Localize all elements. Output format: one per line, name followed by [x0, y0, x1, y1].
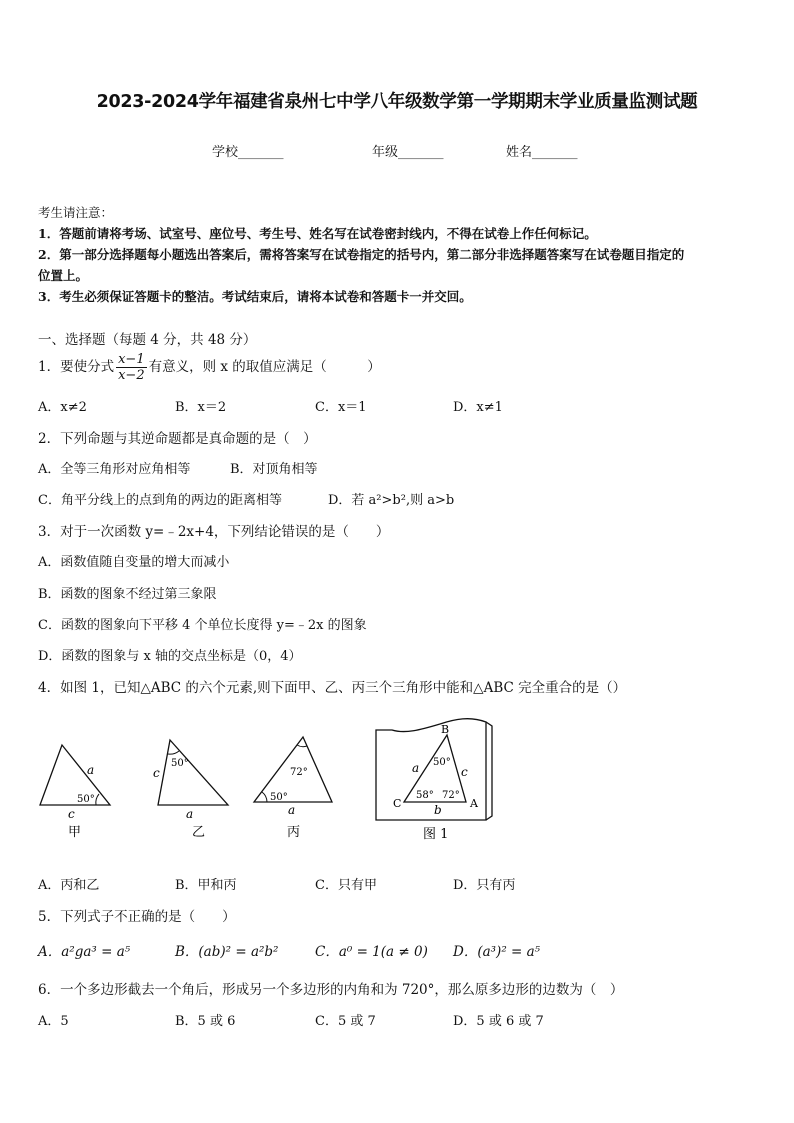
figure-1 [376, 719, 492, 842]
q2-option-b[interactable]: B．对顶角相等 [230, 462, 318, 477]
yi-angle: 50° [171, 758, 189, 769]
q3-option-d[interactable]: D．函数的图象与 x 轴的交点坐标是（0，4） [38, 649, 302, 664]
q6-option-a[interactable]: A．5 [38, 1014, 69, 1029]
jia-side-c: c [68, 807, 75, 821]
fig1-angle-b: 50° [433, 757, 451, 768]
jia-side-a: a [87, 763, 95, 777]
notice-num-3: 3． [38, 289, 60, 304]
bing-side-a: a [288, 803, 296, 817]
notice-num-1: 1． [38, 226, 60, 241]
triangle-yi [153, 740, 228, 840]
notice-item-2-cont [38, 266, 88, 284]
fig1-side-a: a [412, 761, 420, 775]
notice-item-2 [38, 245, 684, 263]
fig1-side-b: b [434, 803, 442, 817]
bing-label: 丙 [287, 825, 301, 840]
q5-option-b[interactable]: B．(ab)² = a²b² [175, 944, 279, 960]
question-2: 2．下列命题与其逆命题都是真命题的是（ ） [38, 431, 317, 447]
bing-angle-top: 72° [290, 767, 308, 778]
q6-option-b[interactable]: B．5 或 6 [175, 1014, 236, 1029]
q1-option-b[interactable]: B．x＝2 [175, 400, 227, 415]
section-heading: 一、选择题（每题 4 分，共 48 分） [38, 332, 257, 348]
q1-option-a[interactable]: A．x≠2 [38, 400, 87, 415]
q4-figures [0, 710, 794, 850]
question-5: 5．下列式子不正确的是（ ） [38, 909, 236, 925]
q1-prefix: 1．要使分式 [38, 359, 115, 375]
question-4: 4．如图 1，已知△ABC 的六个元素,则下面甲、乙、丙三个三角形中能和△ABC 完全重合的是（） [38, 680, 627, 696]
yi-label: 乙 [192, 825, 206, 840]
q4-option-c[interactable]: C．只有甲 [315, 878, 377, 893]
notice-num-2: 2． [38, 247, 60, 262]
notice-text-2b: 位置上。 [38, 268, 89, 283]
q1-suffix: 有意义，则 x 的取值应满足（ ） [148, 359, 381, 375]
q2-option-d[interactable]: D．若 a²>b²,则 a>b [328, 493, 455, 508]
fig1-angle-c: 58° [416, 790, 434, 801]
jia-label: 甲 [68, 825, 82, 840]
question-3: 3．对于一次函数 y=﹣2x+4，下列结论错误的是（ ） [38, 524, 390, 540]
fig1-vertex-b: B [441, 723, 450, 736]
fig1-vertex-a: A [470, 797, 478, 810]
notice-text-3: 考生必须保证答题卡的整洁。考试结束后，请将本试卷和答题卡一并交回。 [59, 289, 472, 304]
q3-option-a[interactable]: A．函数值随自变量的增大而减小 [38, 555, 230, 570]
page-title: 2023-2024学年福建省泉州七中学八年级数学第一学期期末学业质量监测试题 [96, 92, 698, 112]
triangle-bing [254, 737, 332, 840]
q6-option-d[interactable]: D．5 或 6 或 7 [453, 1014, 544, 1029]
notice-text-2a: 第一部分选择题每小题选出答案后，需将答案写在试卷指定的括号内，第二部分非选择题答案写在试卷题目指定的 [59, 247, 685, 262]
bing-angle-left: 50° [270, 792, 288, 803]
q1-option-c[interactable]: C．x＝1 [315, 400, 367, 415]
q3-option-b[interactable]: B．函数的图象不经过第三象限 [38, 587, 217, 602]
notice-heading: 考生请注意： [38, 205, 114, 220]
q5-option-d[interactable]: D．(a³)² = a⁵ [453, 944, 541, 960]
q3-option-c[interactable]: C．函数的图象向下平移 4 个单位长度得 y=﹣2x 的图象 [38, 618, 367, 633]
q1-numerator: x−1 [118, 352, 145, 367]
q4-option-b[interactable]: B．甲和丙 [175, 878, 237, 893]
yi-side-a: a [186, 807, 194, 821]
grade-field[interactable]: 年级_______ [372, 145, 444, 160]
fig1-side-c: c [461, 765, 468, 779]
q1-denominator: x−2 [118, 368, 145, 383]
q5-option-c[interactable]: C．a⁰ = 1(a ≠ 0) [315, 944, 428, 960]
q6-option-c[interactable]: C．5 或 7 [315, 1014, 376, 1029]
question-1 [38, 352, 381, 383]
triangle-jia [40, 745, 110, 840]
q4-option-d[interactable]: D．只有丙 [453, 878, 516, 893]
school-field[interactable]: 学校_______ [212, 145, 284, 160]
question-6: 6．一个多边形截去一个角后，形成另一个多边形的内角和为 720°，那么原多边形的边数为（ ） [38, 982, 624, 998]
notice-text-1: 答题前请将考场、试室号、座位号、考生号、姓名写在试卷密封线内，不得在试卷上作任何标记。 [59, 226, 597, 241]
q5-option-a[interactable]: A．a²ga³ = a⁵ [38, 944, 131, 960]
yi-side-c: c [153, 766, 160, 780]
name-field[interactable]: 姓名_______ [506, 145, 578, 160]
q1-option-d[interactable]: D．x≠1 [453, 400, 503, 415]
fig1-vertex-c: C [393, 797, 402, 810]
q4-option-a[interactable]: A．丙和乙 [38, 878, 100, 893]
q2-option-a[interactable]: A．全等三角形对应角相等 [38, 462, 191, 477]
fig1-angle-a: 72° [442, 790, 460, 801]
q2-option-c[interactable]: C．角平分线上的点到角的两边的距离相等 [38, 493, 282, 508]
notice-item-3 [38, 287, 472, 305]
q1-fraction [116, 352, 147, 383]
notice-item-1 [38, 224, 597, 242]
jia-angle: 50° [77, 794, 95, 805]
fig1-label: 图 1 [423, 827, 449, 842]
